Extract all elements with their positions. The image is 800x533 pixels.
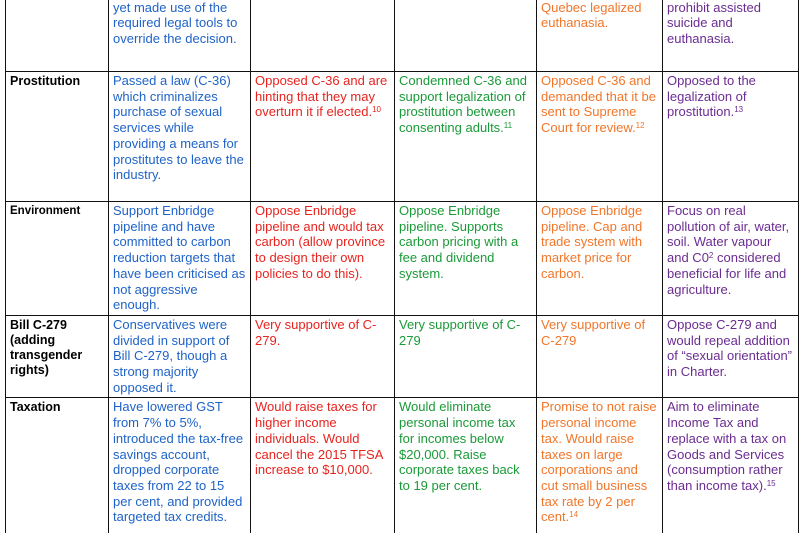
ndp-cell	[395, 0, 537, 72]
bloc-cell	[537, 398, 663, 533]
row-heading	[6, 0, 109, 72]
chp-cell	[663, 202, 799, 316]
conservative-cell: Passed a law (C-36) which criminalizes purchase of sexual services while providing a means for prostitutes to leave the industry.	[109, 72, 251, 202]
liberal-cell: Oppose Enbridge pipeline and would tax carbon (allow province to design their own policies to do this).	[251, 202, 395, 316]
ndp-cell: Oppose Enbridge pipeline. Supports carbon pricing with a fee and dividend system.	[395, 202, 537, 316]
footnote-ref: 14	[569, 510, 579, 520]
footnote-ref: 11	[503, 121, 513, 131]
liberal-cell: Very supportive of C-279.	[251, 315, 395, 398]
ndp-cell: Would eliminate personal income tax for incomes below $20,000. Raise corporate taxes back to 19 per cent.	[395, 398, 537, 533]
party-policy-table	[5, 0, 799, 533]
cell-text: Opposed C-36 and are hinting that they may overturn it if elected.	[255, 73, 388, 120]
cell-text: Promise to not raise personal income tax. Would raise taxes on large corporations and cut small business tax rate by 2 per cent.	[541, 399, 657, 525]
footnote-ref: 13	[734, 105, 744, 115]
row-heading: Bill C-279 (adding transgender rights)	[6, 315, 109, 398]
ndp-cell	[395, 72, 537, 202]
bloc-cell	[537, 72, 663, 202]
cell-text: Condemned C-36 and support legalization of prostitution between consenting adults.	[399, 73, 527, 136]
footnote-ref: 15	[766, 478, 776, 488]
bloc-cell: Very supportive of C-279	[537, 315, 663, 398]
table-row-assisted-suicide	[6, 0, 799, 72]
cell-text: Aim to eliminate Income Tax and replace with a tax on Goods and Services (consumption rather than income tax).	[667, 399, 787, 493]
table-row-environment	[6, 202, 799, 316]
table-row-taxation	[6, 398, 799, 533]
conservative-cell: Support Enbridge pipeline and have committed to carbon reduction targets that have been criticised as not aggressive enough.	[109, 202, 251, 316]
cell-text: Opposed C-36 and demanded that it be sent to Supreme Court for review.	[541, 73, 656, 136]
footnote-ref: 12	[635, 121, 645, 131]
conservative-cell: Conservatives were divided in support of Bill C-279, though a strong majority opposed it.	[109, 315, 251, 398]
cell-text: Focus on real pollution of air, water, soil. Water vapour and C0	[667, 203, 790, 266]
row-heading: Prostitution	[6, 72, 109, 202]
bloc-cell: Oppose Enbridge pipeline. Cap and trade system with market price for carbon.	[537, 202, 663, 316]
footnote-ref: 10	[372, 105, 381, 115]
table-row-bill-c279	[6, 315, 799, 398]
liberal-cell	[251, 72, 395, 202]
chp-cell: Oppose C-279 and would repeal addition of “sexual orientation” in Charter.	[663, 315, 799, 398]
conservative-cell: yet made use of the required legal tools to override the decision.	[109, 0, 251, 72]
liberal-cell: Would raise taxes for higher income individuals. Would cancel the 2015 TFSA increase to $10,000.	[251, 398, 395, 533]
superscript: 2	[708, 251, 714, 261]
bloc-cell: Quebec legalized euthanasia.	[537, 0, 663, 72]
table-row-prostitution	[6, 72, 799, 202]
cell-text: Opposed to the legalization of prostitution.	[667, 73, 756, 120]
conservative-cell: Have lowered GST from 7% to 5%, introduced the tax-free savings account, dropped corporate taxes from 22 to 15 per cent, and provided targeted tax credits.	[109, 398, 251, 533]
chp-cell: prohibit assisted suicide and euthanasia.	[663, 0, 799, 72]
ndp-cell: Very supportive of C-279	[395, 315, 537, 398]
row-heading: Taxation	[6, 398, 109, 533]
liberal-cell	[251, 0, 395, 72]
chp-cell	[663, 72, 799, 202]
cell-text-tail: considered beneficial for life and agriculture.	[667, 250, 787, 297]
row-heading: Environment	[6, 202, 109, 316]
chp-cell	[663, 398, 799, 533]
